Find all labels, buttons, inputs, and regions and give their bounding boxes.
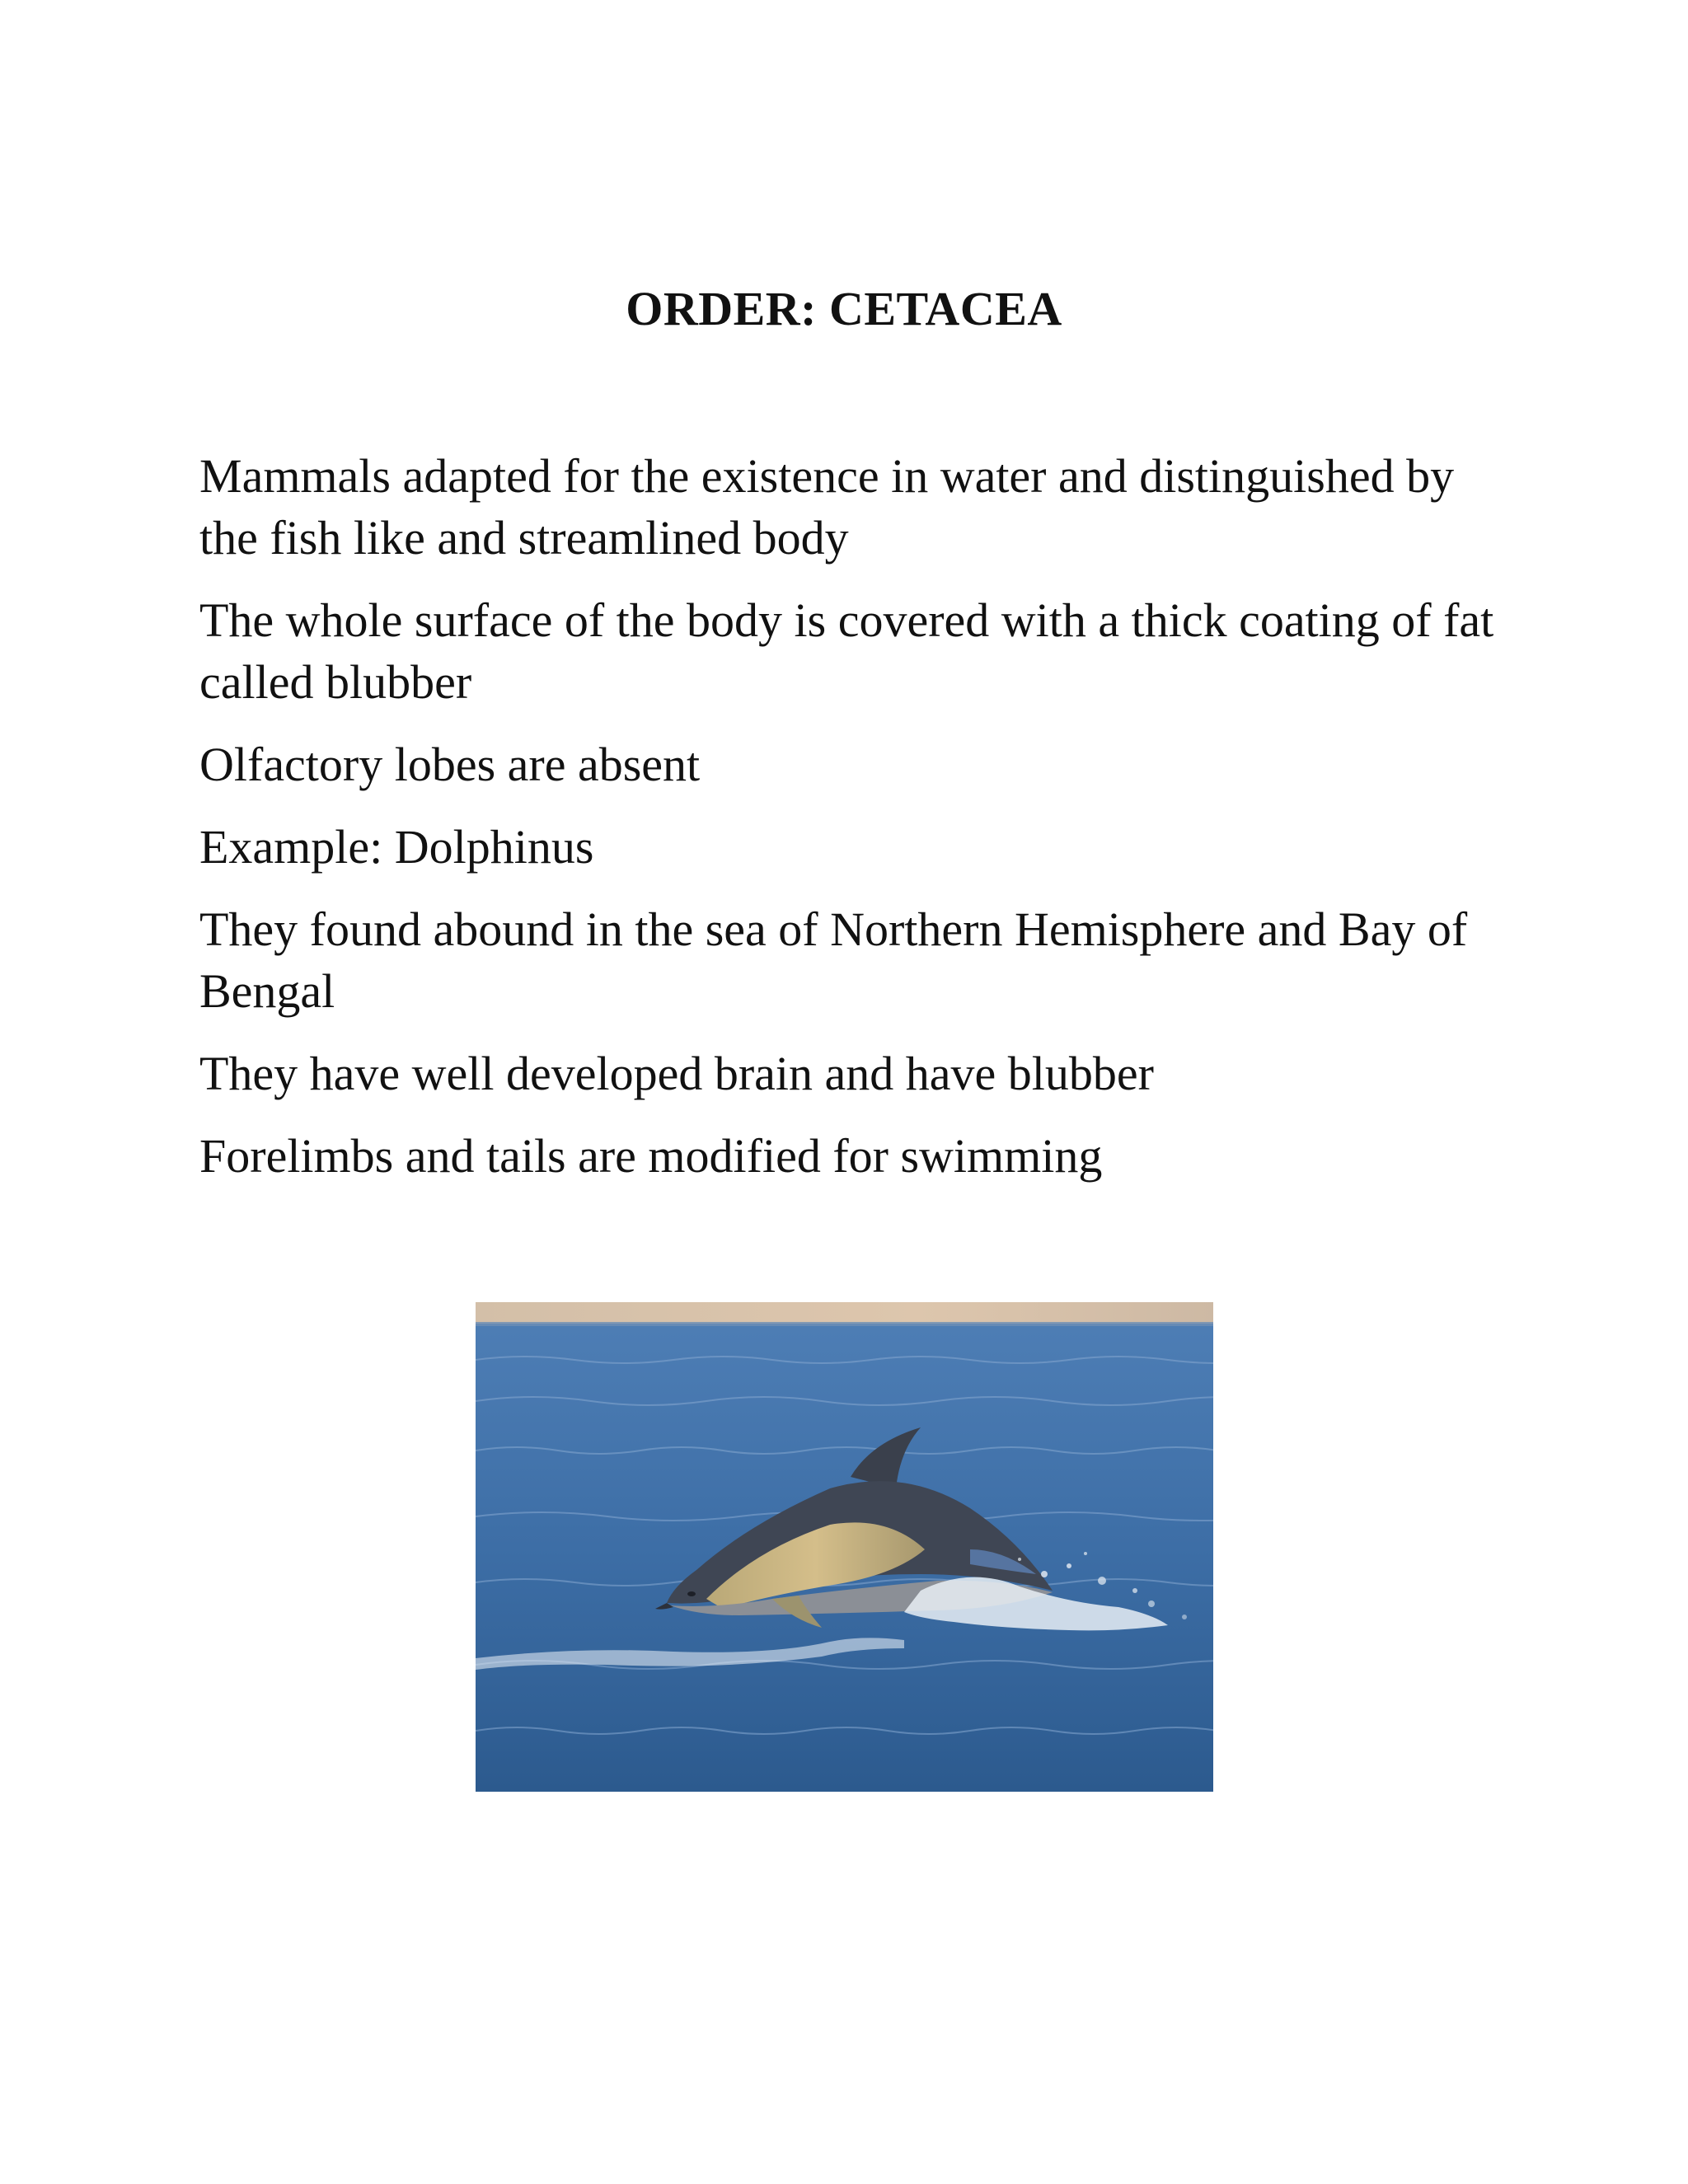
paragraph-adaptation: Mammals adapted for the existence in water and distinguished by the fish like and streamlined body [199, 449, 1455, 565]
paragraph-brain: They have well developed brain and have blubber [199, 1047, 1154, 1100]
body-text [199, 445, 1518, 1207]
paragraph-limbs: Forelimbs and tails are modified for swimming [199, 1129, 1103, 1183]
paragraph-olfactory: Olfactory lobes are absent [199, 738, 701, 791]
shoreline-band [476, 1302, 1213, 1324]
dolphin-eye [687, 1591, 696, 1596]
paragraph-example: Example: Dolphinus [199, 820, 594, 874]
paragraph-habitat: They found abound in the sea of Northern Hemisphere and Bay of Bengal [199, 902, 1468, 1018]
dolphin-photo [476, 1302, 1213, 1792]
horizon-line [476, 1322, 1213, 1326]
paragraph-blubber: The whole surface of the body is covered with a thick coating of fat called blubber [199, 593, 1494, 709]
page-title: ORDER: CETACEA [626, 282, 1062, 335]
